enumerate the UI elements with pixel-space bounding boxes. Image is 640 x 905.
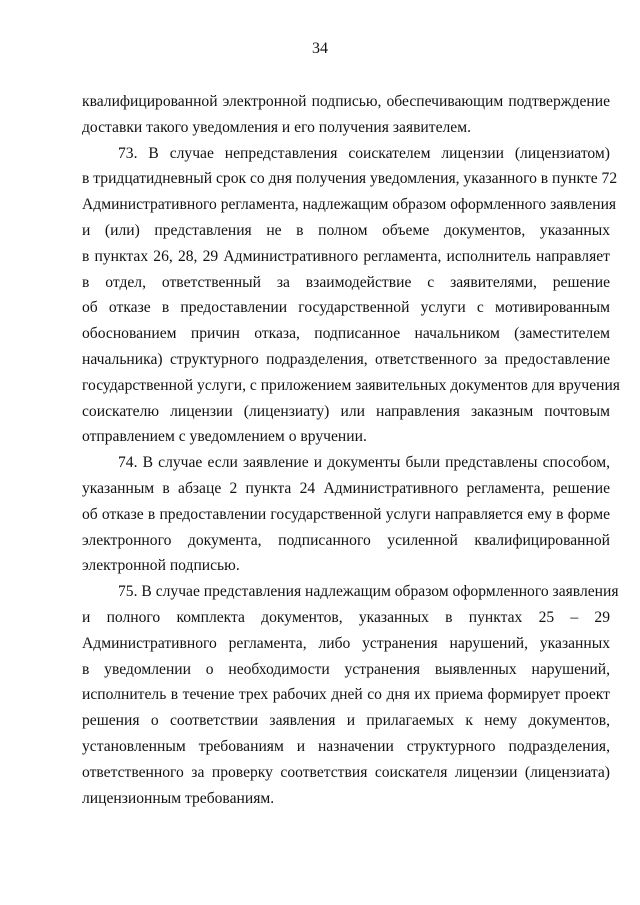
paragraph [82, 89, 610, 141]
paragraph [82, 141, 620, 451]
text-line: 74. В случае если заявление и документы были представлены способом, [118, 454, 610, 472]
text-line: в тридцатидневный срок со дня получения уведомления, указанного в пункте 72 [82, 170, 618, 188]
page-number: 34 [312, 40, 328, 57]
text-line: лицензионным требованиям. [82, 789, 275, 807]
paragraph [82, 579, 619, 811]
document-body [82, 89, 620, 811]
text-line: в уведомлении о необходимости устранения выявленных нарушений, [82, 660, 610, 678]
text-line: об отказе в предоставлении государственной услуги с мотивированным [82, 299, 610, 317]
text-line: указанным в абзаце 2 пункта 24 Административного регламента, решение [82, 479, 610, 497]
text-line: в отдел, ответственный за взаимодействие с заявителями, решение [82, 273, 610, 291]
text-line: установленным требованиям и назначении структурного подразделения, [82, 737, 610, 755]
text-line: Административного регламента, надлежащим образом оформленного заявления [82, 196, 617, 214]
text-line: 73. В случае непредставления соискателем лицензии (лицензиатом) [118, 144, 610, 162]
text-line: государственной услуги, с приложением заявительных документов для вручения [82, 376, 620, 394]
text-line: решения о соответствии заявления и прилагаемых к нему документов, [82, 712, 610, 730]
text-line: электронной подписью. [82, 557, 240, 575]
text-line: соискателю лицензии (лицензиату) или направления заказным почтовым [82, 402, 610, 420]
text-line: исполнитель в течение трех рабочих дней со дня их приема формирует проект [82, 686, 610, 704]
text-line: и (или) представления не в полном объеме документов, указанных [82, 221, 610, 239]
text-line: обоснованием причин отказа, подписанное начальником (заместителем [82, 325, 610, 343]
text-line: в пунктах 26, 28, 29 Административного регламента, исполнитель направляет [82, 247, 610, 265]
text-line: квалифицированной электронной подписью, обеспечивающим подтверждение [82, 93, 610, 110]
text-line: начальника) структурного подразделения, ответственного за предоставление [82, 350, 610, 368]
text-line: об отказе в предоставлении государственной услуги направляется ему в форме [82, 505, 610, 523]
text-line: доставки такого уведомления и его получения заявителем. [82, 118, 471, 136]
text-line: отправлением с уведомлением о вручении. [82, 428, 367, 446]
text-line: ответственного за проверку соответствия соискателя лицензии (лицензиата) [82, 763, 610, 781]
text-line: электронного документа, подписанного усиленной квалифицированной [82, 531, 610, 549]
text-line: 75. В случае представления надлежащим образом оформленного заявления [118, 583, 619, 601]
text-line: Административного регламента, либо устранения нарушений, указанных [82, 634, 610, 652]
text-line: и полного комплекта документов, указанных в пунктах 25 – 29 [82, 608, 610, 626]
paragraph [82, 450, 610, 579]
